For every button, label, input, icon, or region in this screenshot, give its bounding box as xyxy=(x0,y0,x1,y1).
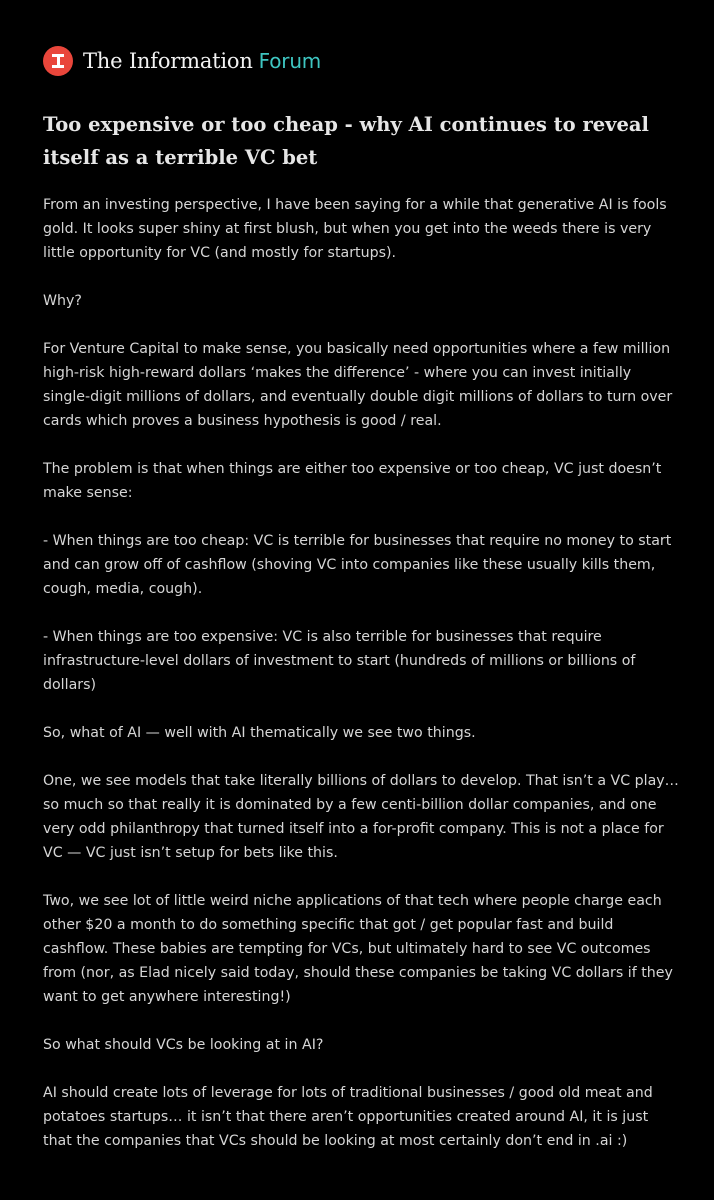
paragraph: For Venture Capital to make sense, you basically need opportunities where a few million high-risk high-reward dollars ‘makes the difference’ - where you can invest initially single-digit millions of dollars, and eventually double digit millions of dollars to turn over cards which proves a business hypothesis is good / real. xyxy=(43,341,673,429)
paragraph: - When things are too expensive: VC is also terrible for businesses that require infrastructure-level dollars of investment to start (hundreds of millions or billions of dollars) xyxy=(43,629,636,693)
paragraph: The problem is that when things are either too expensive or too cheap, VC just doesn’t make sense: xyxy=(43,461,662,501)
article-body xyxy=(43,193,679,1177)
brand-suffix: Forum xyxy=(258,49,322,73)
header xyxy=(43,45,321,77)
brand-name: The Information xyxy=(83,49,253,73)
paragraph: Two, we see lot of little weird niche applications of that tech where people charge each other $20 a month to do something specific that got / get popular fast and build cashflow. These babies are tempting for VCs, but ultimately hard to see VC outcomes from (nor, as Elad nicely said today, should these companies be taking VC dollars if they want to get anywhere interesting!) xyxy=(43,893,673,1005)
paragraph: - When things are too cheap: VC is terrible for businesses that require no money to start and can grow off of cashflow (shoving VC into companies like these usually kills them, cough, media, cough). xyxy=(43,533,672,597)
logo-glyph-bottom xyxy=(52,65,64,68)
paragraph: Why? xyxy=(43,293,82,309)
paragraph: So, what of AI — well with AI thematically we see two things. xyxy=(43,725,476,741)
information-logo-icon[interactable] xyxy=(43,46,73,76)
paragraph: AI should create lots of leverage for lots of traditional businesses / good old meat and potatoes startups… it isn’t that there aren’t opportunities created around AI, it is just that the companies that VCs should be looking at most certainly don’t end in .ai :) xyxy=(43,1085,653,1149)
brand-wordmark[interactable] xyxy=(83,49,321,73)
paragraph: From an investing perspective, I have been saying for a while that generative AI is fools gold. It looks super shiny at first blush, but when you get into the weeds there is very little opportunity for VC (and mostly for startups). xyxy=(43,197,667,261)
paragraph: So what should VCs be looking at in AI? xyxy=(43,1037,324,1053)
paragraph: One, we see models that take literally billions of dollars to develop. That isn’t a VC play… so much so that really it is dominated by a few centi-billion dollar companies, and one very odd philanthropy that turned itself into a for-profit company. This is not a place for VC — VC just isn’t setup for bets like this. xyxy=(43,773,679,861)
article-title: Too expensive or too cheap - why AI continues to reveal itself as a terrible VC bet xyxy=(43,113,649,169)
